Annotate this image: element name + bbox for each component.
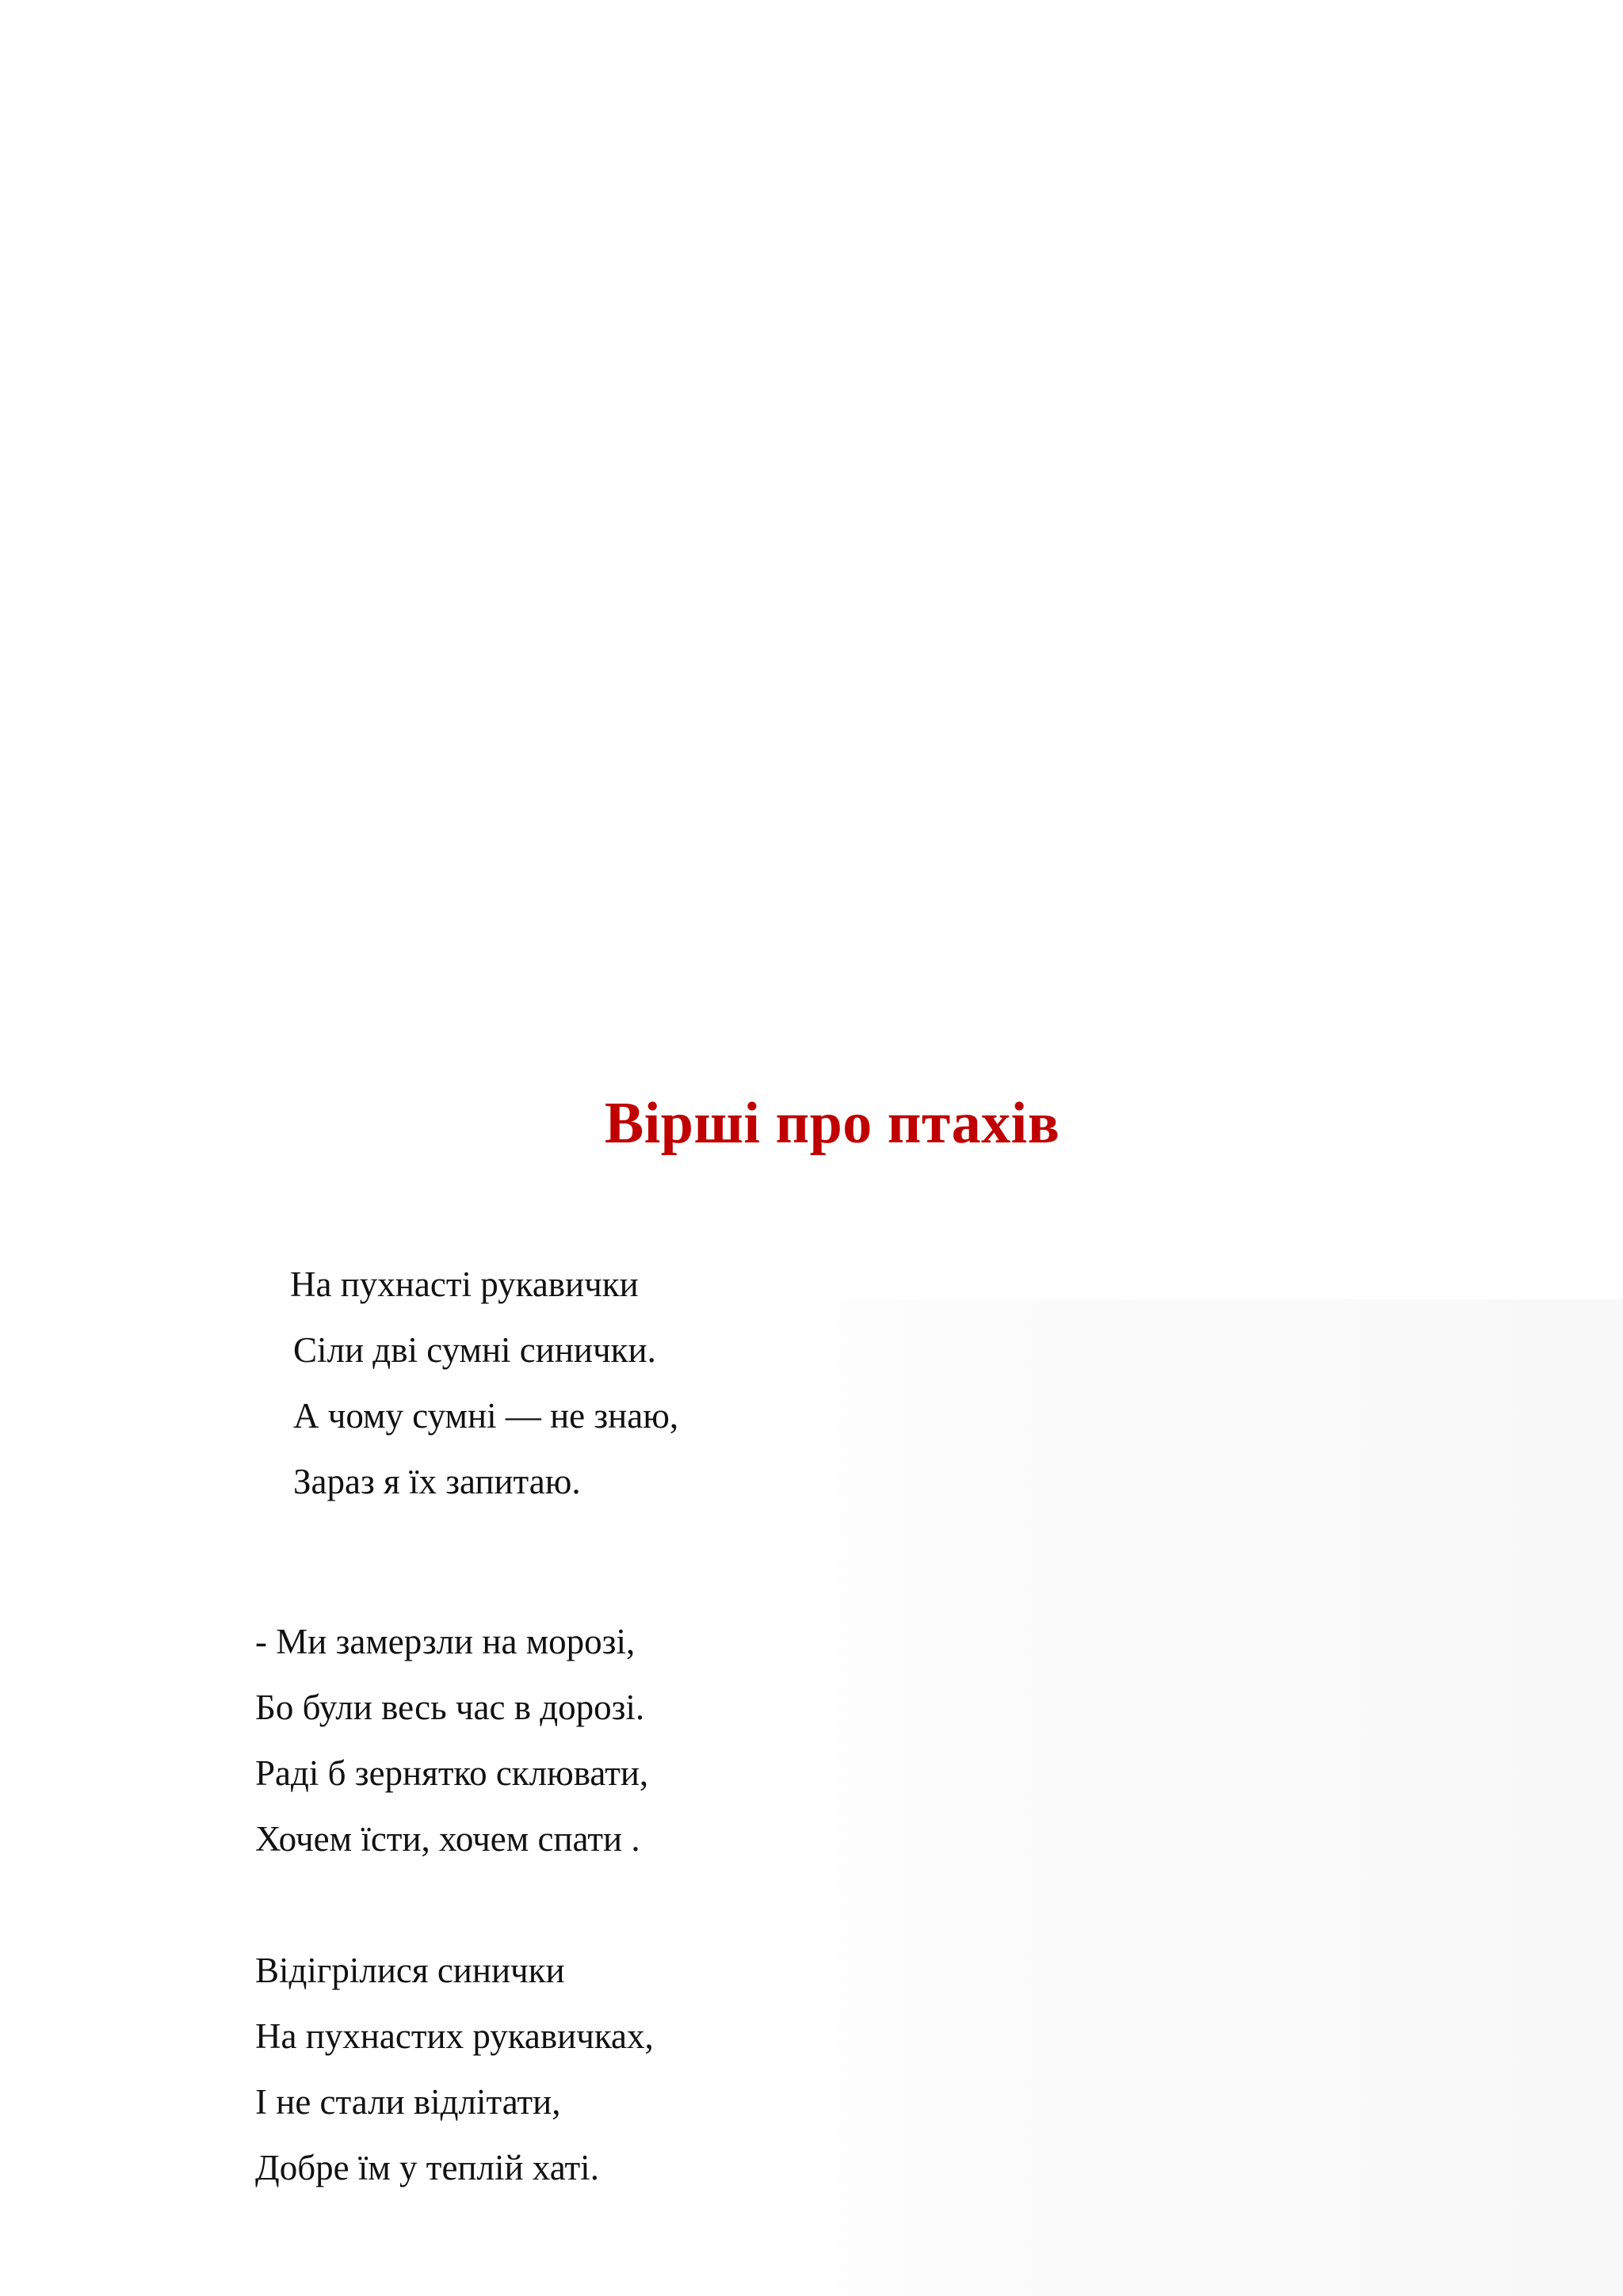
poem-line: Добре їм у теплій хаті. xyxy=(255,2148,599,2187)
poem-line: А чому сумні — не знаю, xyxy=(293,1396,679,1436)
poem-line: І не стали відлітати, xyxy=(255,2082,561,2122)
poem-line: На пухнасті рукавички xyxy=(290,1264,639,1304)
poem-line: Бо були весь час в дорозі. xyxy=(255,1688,645,1727)
poem-line: Раді б зернятко склювати, xyxy=(255,1753,649,1793)
poem-line: Сіли дві сумні синички. xyxy=(293,1330,656,1370)
poem-line: - Ми замерзли на морозі, xyxy=(255,1622,636,1661)
poem-line: Відігрілися синички xyxy=(255,1951,565,1990)
poem-line: Зараз я їх запитаю. xyxy=(293,1462,581,1501)
poem-line: Хочем їсти, хочем спати . xyxy=(255,1819,640,1859)
poem-line: На пухнастих рукавичках, xyxy=(255,2016,654,2056)
page-title: Вірші про птахів xyxy=(604,1091,1060,1156)
